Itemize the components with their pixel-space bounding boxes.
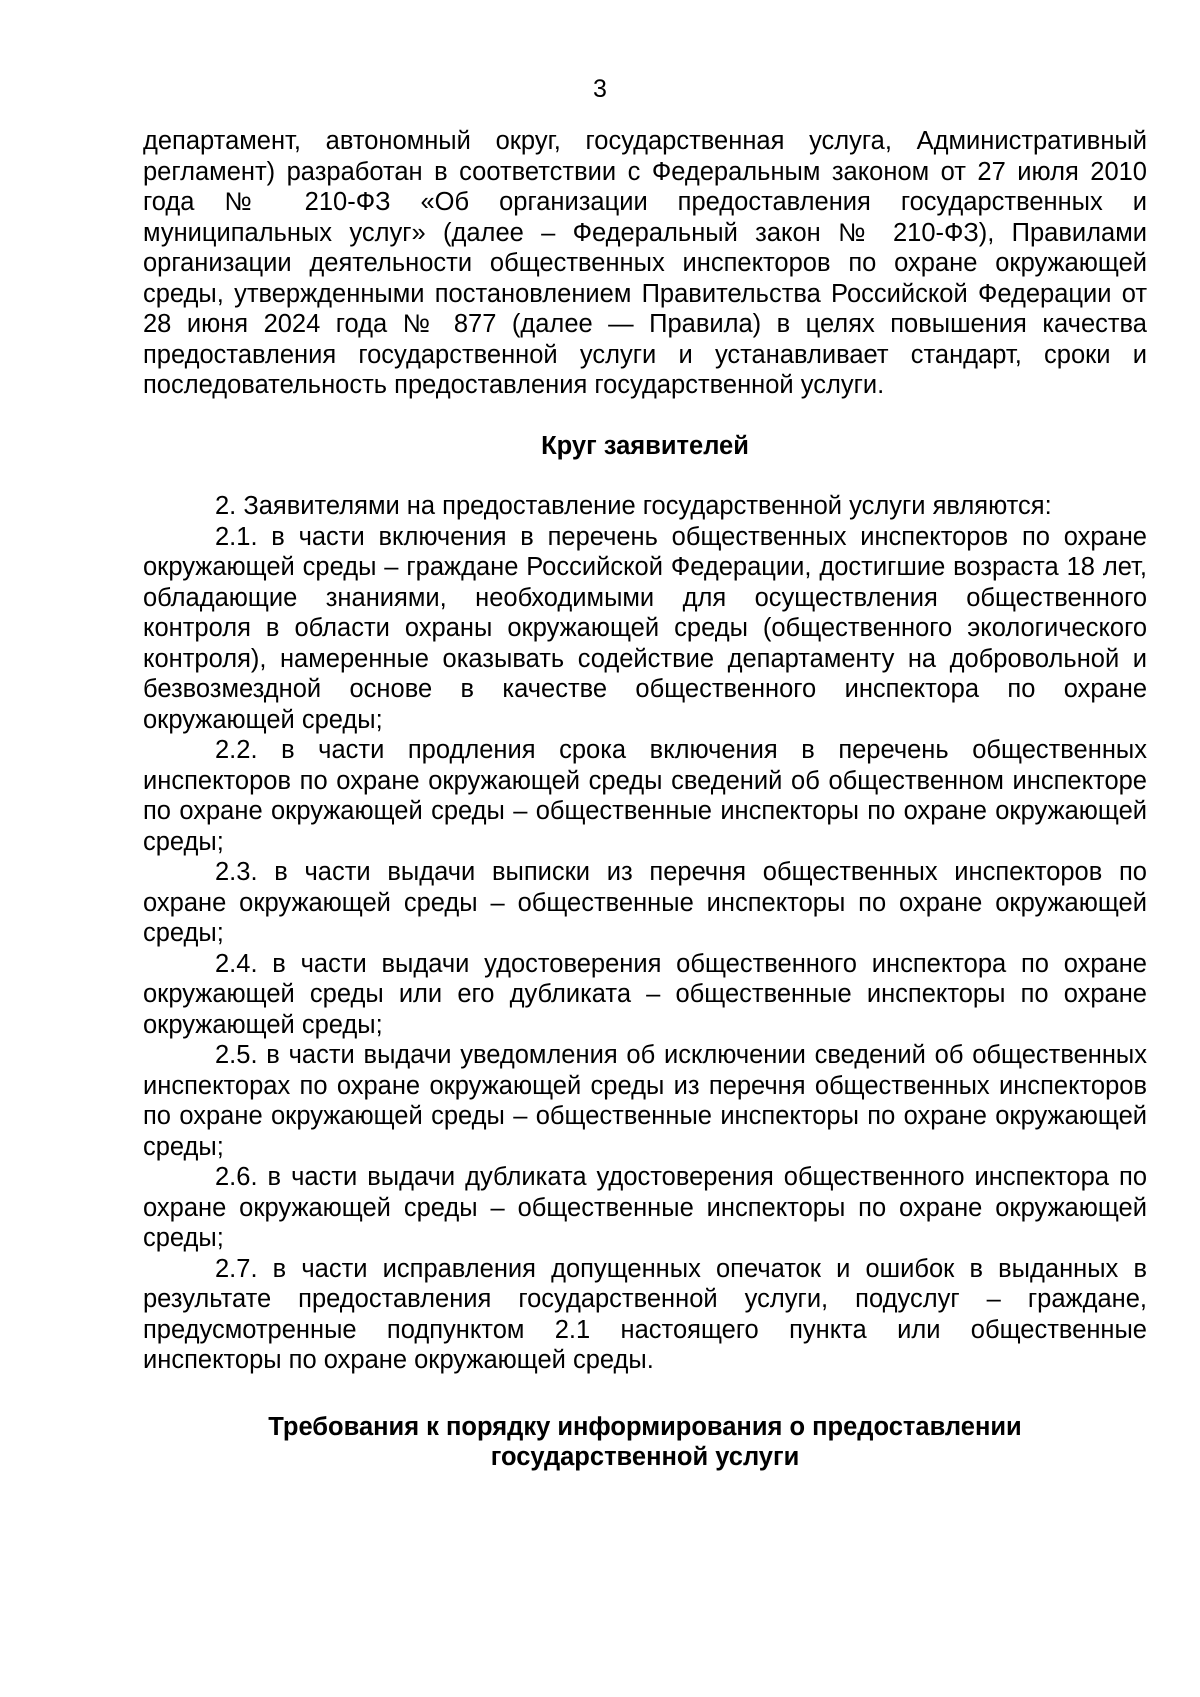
section-heading-applicants: Круг заявителей	[541, 431, 749, 460]
paragraph-2-1: 2.1. в части включения в перечень общественных инспекторов по охране окружающей среды – граждане Российской Федерации, достигшие возраста 18 лет, обладающие знаниями, необходимыми для осуществления общественного контроля в области охраны окружающей среды (общественного экологического контроля), намеренные оказывать содействие департаменту на добровольной и безвозмездной основе в качестве общественного инспектора по охране окружающей среды;	[143, 522, 1147, 734]
section-heading-informing: Требования к порядку информирования о предоставлении государственной услуги	[268, 1412, 1022, 1471]
paragraph-2-5: 2.5. в части выдачи уведомления об исключении сведений об общественных инспекторах по охране окружающей среды из перечня общественных инспекторов по охране окружающей среды – общественные инспекторы по охране окружающей среды;	[143, 1041, 1147, 1161]
paragraph-2-4: 2.4. в части выдачи удостоверения общественного инспектора по охране окружающей среды или его дубликата – общественные инспекторы по охране окружающей среды;	[143, 949, 1147, 1039]
page-number: 3	[593, 75, 607, 103]
paragraph-2-7: 2.7. в части исправления допущенных опечаток и ошибок в выданных в результате предоставления государственной услуги, подуслуг – граждане, предусмотренные подпунктом 2.1 настоящего пункта или общественные инспекторы по охране окружающей среды.	[143, 1254, 1147, 1374]
paragraph-2-6: 2.6. в части выдачи дубликата удостоверения общественного инспектора по охране окружающей среды – общественные инспекторы по охране окружающей среды;	[143, 1163, 1147, 1252]
intro-paragraph: департамент, автономный округ, государственная услуга, Административный регламент) разработан в соответствии с Федеральным законом от 27 июля 2010 года № 210-ФЗ «Об организации предоставления государственных и муниципальных услуг» (далее – Федеральный закон № 210-ФЗ), Правилами организации деятельности общественных инспекторов по охране окружающей среды, утвержденными постановлением Правительства Российской Федерации от 28 июня 2024 года № 877 (далее — Правила) в целях повышения качества предоставления государственной услуги и устанавливает стандарт, сроки и последовательность предоставления государственной услуги.	[143, 127, 1147, 399]
paragraph-2-3: 2.3. в части выдачи выписки из перечня общественных инспекторов по охране окружающей среды – общественные инспекторы по охране окружающей среды;	[143, 858, 1147, 947]
paragraph-2: 2. Заявителями на предоставление государственной услуги являются:	[215, 492, 1052, 520]
paragraph-2-2: 2.2. в части продления срока включения в перечень общественных инспекторов по охране окружающей среды сведений об общественном инспекторе по охране окружающей среды – общественные инспекторы по охране окружающей среды;	[143, 736, 1147, 856]
document-body	[143, 126, 1147, 1473]
